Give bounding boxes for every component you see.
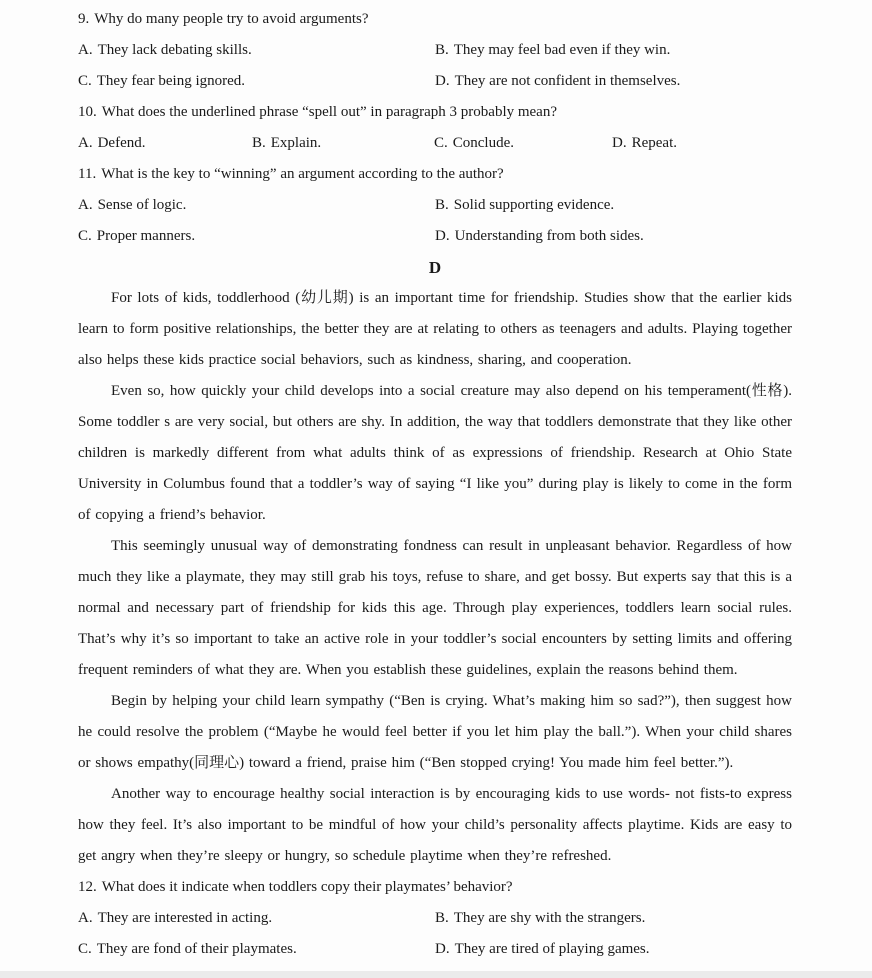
option-text: They are interested in acting. [97, 910, 273, 926]
option-label: B. [435, 42, 449, 58]
question-9 [78, 4, 792, 35]
passage-paragraph-4: Begin by helping your child learn sympathy (“Ben is crying. What’s making him so sad?”), then suggest how he could resolve the problem (“Maybe he would feel better if you let him play the ball.”). When your child shares or shows empathy(同理心) toward a friend, praise him (“Ben stopped crying! You made him feel better.”). [78, 693, 792, 771]
option-text: Understanding from both sides. [454, 228, 644, 244]
option-label: D. [435, 228, 450, 244]
question-12-text: What does it indicate when toddlers copy their playmates’ behavior? [101, 879, 513, 895]
question-12 [78, 872, 792, 903]
question-12-option-a [78, 903, 435, 934]
question-11-option-c [78, 221, 435, 252]
question-9-option-a [78, 35, 435, 66]
option-label: C. [78, 941, 92, 957]
question-11-options-row-2 [78, 221, 792, 252]
option-label: B. [435, 910, 449, 926]
option-text: They are fond of their playmates. [96, 941, 297, 957]
question-11-text: What is the key to “winning” an argument according to the author? [101, 166, 504, 182]
question-12-option-b [435, 903, 792, 934]
question-12-option-c [78, 934, 435, 965]
passage-paragraph-5: Another way to encourage healthy social interaction is by encouraging kids to use words- not fists-to express how they feel. It’s also important to be mindful of how your child’s personality affects playtime. Kids are easy to get angry when they’re sleepy or hungry, so schedule playtime when they’re refreshed. [78, 786, 792, 864]
question-10 [78, 97, 792, 128]
question-9-options-row-1 [78, 35, 792, 66]
question-10-option-d [612, 128, 792, 159]
question-9-options-row-2 [78, 66, 792, 97]
scan-bottom-edge [0, 971, 872, 978]
option-label: A. [78, 135, 93, 151]
question-10-option-c [434, 128, 612, 159]
question-11-options-row-1 [78, 190, 792, 221]
question-9-text: Why do many people try to avoid arguments? [94, 11, 369, 27]
question-9-option-b [435, 35, 792, 66]
question-11-option-b [435, 190, 792, 221]
question-11-option-d [435, 221, 792, 252]
option-text: Repeat. [631, 135, 677, 151]
question-12-options-row-2 [78, 934, 792, 965]
question-10-option-a [78, 128, 252, 159]
option-label: A. [78, 197, 93, 213]
option-label: A. [78, 910, 93, 926]
passage-paragraph-2: Even so, how quickly your child develops into a social creature may also depend on his temperament(性格). Some toddler s are very social, but others are shy. In addition, the way that toddlers demonstrate that they like other children is markedly different from what adults think of as expressions of friendship. Research at Ohio State University in Columbus found that a toddler’s way of saying “I like you” during play is likely to come in the form of copying a friend’s behavior. [78, 383, 792, 523]
option-label: C. [78, 228, 92, 244]
option-text: Sense of logic. [97, 197, 187, 213]
question-11 [78, 159, 792, 190]
option-label: D. [612, 135, 627, 151]
option-label: D. [435, 941, 450, 957]
passage-section-heading: D [428, 258, 442, 277]
question-9-option-d [435, 66, 792, 97]
option-text: They lack debating skills. [97, 42, 252, 58]
question-11-number: 11. [78, 166, 97, 182]
option-text: They are shy with the strangers. [453, 910, 646, 926]
question-12-options-row-1 [78, 903, 792, 934]
option-label: A. [78, 42, 93, 58]
option-text: Explain. [270, 135, 322, 151]
question-9-option-c [78, 66, 435, 97]
question-10-number: 10. [78, 104, 97, 120]
option-text: Proper manners. [96, 228, 196, 244]
option-text: Solid supporting evidence. [453, 197, 615, 213]
passage-paragraph-3: This seemingly unusual way of demonstrating fondness can result in unpleasant behavior. Regardless of how much they like a playmate, they may still grab his toys, refuse to share, and get bossy. But experts say that this is a normal and necessary part of friendship for kids this age. Through play experiences, toddlers learn social rules. That’s why it’s so important to take an active role in your toddler’s social encounters by setting limits and offering frequent reminders of what they are. When you establish these guidelines, explain the reasons behind them. [78, 538, 792, 678]
question-12-number: 12. [78, 879, 97, 895]
option-label: C. [434, 135, 448, 151]
option-label: B. [435, 197, 449, 213]
question-10-options-row [78, 128, 792, 159]
question-12-option-d [435, 934, 792, 965]
question-9-number: 9. [78, 11, 90, 27]
question-10-option-b [252, 128, 434, 159]
passage-paragraph-1: For lots of kids, toddlerhood (幼儿期) is an important time for friendship. Studies show that the earlier kids learn to form positive relationships, the better they are at relating to others as teenagers and adults. Playing together also helps these kids practice social behaviors, such as kindness, sharing, and cooperation. [78, 290, 792, 368]
question-11-option-a [78, 190, 435, 221]
option-text: Conclude. [452, 135, 515, 151]
option-text: They may feel bad even if they win. [453, 42, 671, 58]
option-text: They fear being ignored. [96, 73, 246, 89]
option-text: They are tired of playing games. [454, 941, 650, 957]
option-text: Defend. [97, 135, 146, 151]
question-10-text: What does the underlined phrase “spell out” in paragraph 3 probably mean? [101, 104, 558, 120]
option-text: They are not confident in themselves. [454, 73, 681, 89]
option-label: B. [252, 135, 266, 151]
option-label: C. [78, 73, 92, 89]
option-label: D. [435, 73, 450, 89]
